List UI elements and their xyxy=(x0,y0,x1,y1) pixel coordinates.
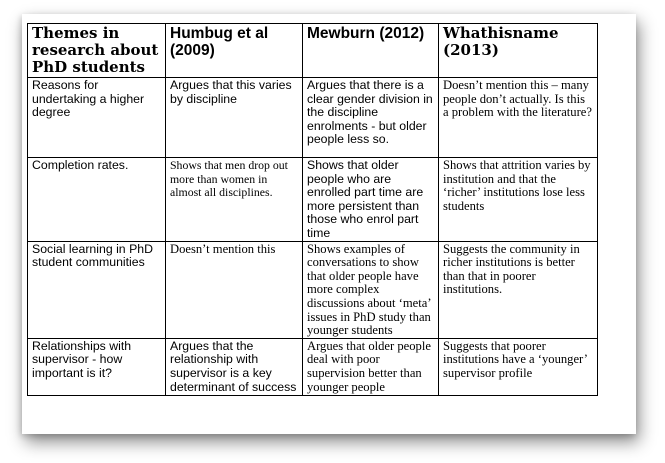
mewburn-cell: Argues that older people deal with poor supervision better than younger people xyxy=(303,338,439,395)
mewburn-cell: Shows that older people who are enrolled part time are more persistent than those who enrol part time xyxy=(303,158,439,242)
header-themes: Themes in research about PhD students xyxy=(28,24,166,78)
table-row xyxy=(28,158,598,242)
table-row xyxy=(28,241,598,338)
literature-themes-table xyxy=(27,23,598,396)
table-row xyxy=(28,338,598,395)
theme-cell: Completion rates. xyxy=(28,158,166,242)
mewburn-cell: Shows examples of conversations to show that older people have more complex discussions about ‘meta’ issues in PhD study than younger students xyxy=(303,241,439,338)
header-humbug: Humbug et al (2009) xyxy=(166,24,303,78)
header-whathisname: Whathisname (2013) xyxy=(439,24,598,78)
humbug-cell: Argues that the relationship with supervisor is a key determinant of success xyxy=(166,338,303,395)
theme-cell: Relationships with supervisor - how important is it? xyxy=(28,338,166,395)
mewburn-cell: Argues that there is a clear gender division in the discipline enrolments - but older people less so. xyxy=(303,78,439,158)
humbug-cell: Doesn’t mention this xyxy=(166,241,303,338)
humbug-cell: Shows that men drop out more than women in almost all disciplines. xyxy=(166,158,303,242)
header-mewburn: Mewburn (2012) xyxy=(303,24,439,78)
theme-cell: Social learning in PhD student communities xyxy=(28,241,166,338)
theme-cell: Reasons for undertaking a higher degree xyxy=(28,78,166,158)
table-row xyxy=(28,78,598,158)
whathisname-cell: Suggests the community in richer institutions is better than that in poorer institutions. xyxy=(439,241,598,338)
whathisname-cell: Suggests that poorer institutions have a ‘younger’ supervisor profile xyxy=(439,338,598,395)
whathisname-cell: Shows that attrition varies by institution and that the ‘richer’ institutions lose less students xyxy=(439,158,598,242)
whathisname-cell: Doesn’t mention this – many people don’t actually. Is this a problem with the literature? xyxy=(439,78,598,158)
humbug-cell: Argues that this varies by discipline xyxy=(166,78,303,158)
header-row xyxy=(28,24,598,78)
